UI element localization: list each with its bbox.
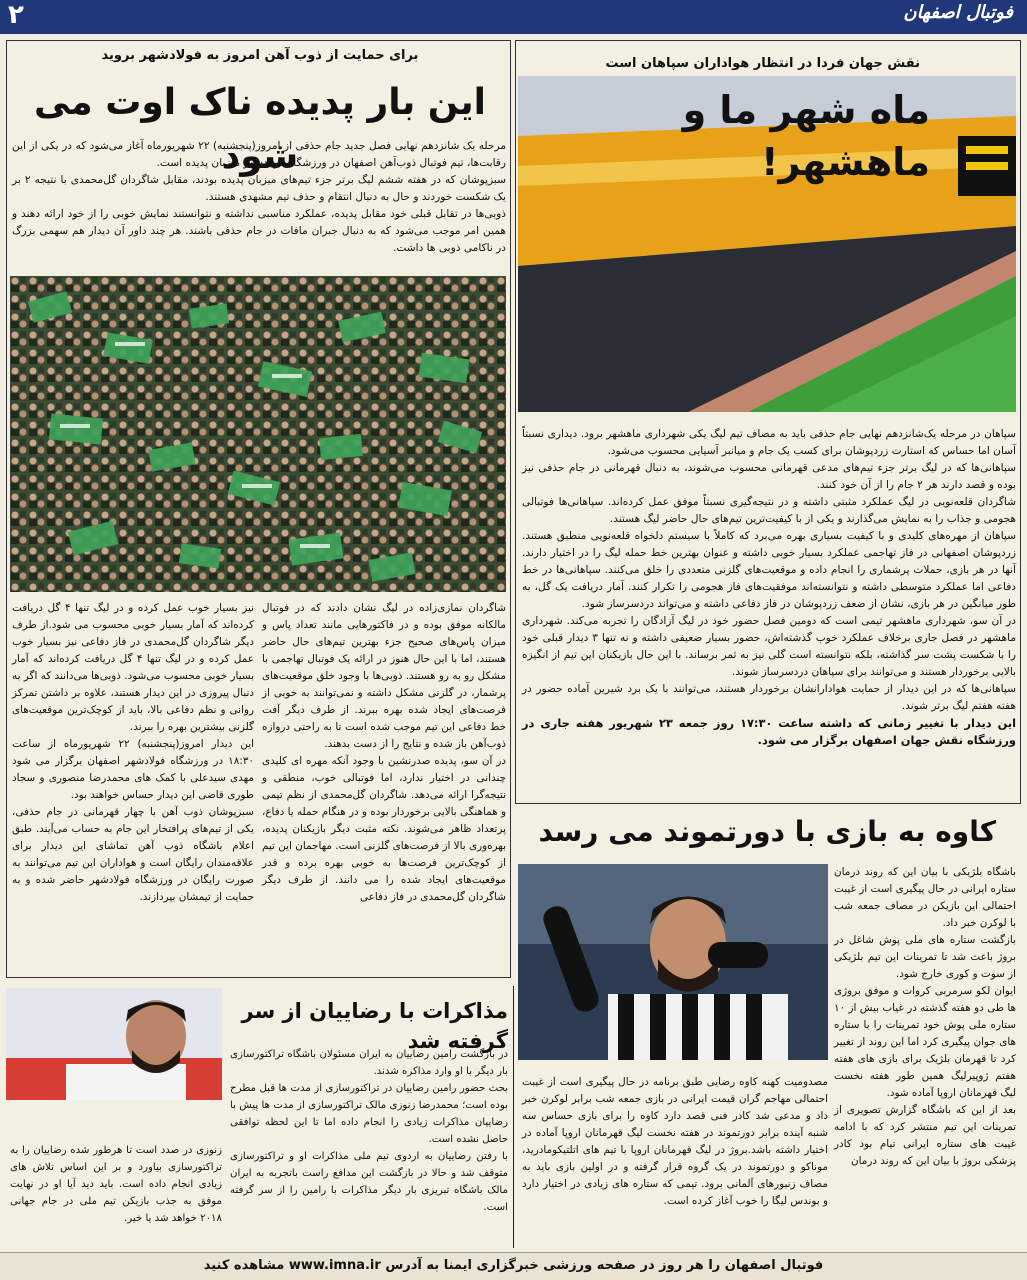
right-body-p4: سپاهان از مهره‌های کلیدی و با کیفیت بسیاری بهره می‌برد که کاملاً با سیستم دلخواه قلعه‌نویی منطبق هستند. زردپوشان اصفهانی در فاز تهاجمی عملکرد بسیار خوبی داشته و عنوان بهترین خط حمله لیگ را در اختیار دارند. آنها در هر بازی، حملات پرشماری را انجام داده و موقعیت‌های گلزنی متعددی را خلق می‌کنند. سپاهانی‌ها در خط دفاعی اما عملکرد متوسطی داشته و نتوانسته‌اند موفقیت‌های فاز هجومی را تکرار کنند. آمار دریافت یک گل، به طور میانگین در هر بازی، نشان از ضعف زردپوشان در فاز دفاعی داشته و می‌تواند دردسرساز شود. <box>522 530 1016 610</box>
left-story-headline: این بار پدیده ناک اوت می شود <box>33 82 487 177</box>
publication-logo: فوتبال اصفهان <box>903 2 1013 23</box>
kaveh-rezaei-photo <box>518 864 828 1060</box>
rezaeian-col-right-p1: در بازگشت رامین رضاییان به ایران مسئولان باشگاه تراکتورسازی بار دیگر با او وارد مذاکره شدند. <box>230 1049 508 1077</box>
left-intro-p3: ذوبی‌ها در تقابل قبلی خود مقابل پدیده، عملکرد مناسبی نداشته و نتوانستند نمایش خوبی را از خود ارائه دهند و همین امر موجب می‌شود که به دنبال جبران مافات در جام حذفی باشند. هر چند داور آن دیدار هم سهمی بزرگ در ناکامی ذوبی ها داشت. <box>12 208 506 254</box>
kaveh-col-left-p1: مصدومیت کهنه کاوه رضایی طبق برنامه در حال پیگیری است از غیبت احتمالی مهاجم گران قیمت ایرانی در بازی جمعه شب برابر لوکرن خبر داد و مدعی شد کادر فنی قصد دارد کاوه را برای بازی حساس سه شنبه آینده برابر دورتموند در هفته نخست لیگ قهرمانان اروپا آماده در اختیار داشته باشد.بروژ در لیگ قهرمانان اروپا با تیم های اتلتیکومادرید، موناکو و دورتموند در یک گروه قرار گرفته و در اولین بازی باید به مصاف زنبورهای آلمانی برود. تیمی که ستاره های زیادی در اختیار دارد و بوندس لیگا را خوب آغاز کرده است. <box>522 1076 828 1207</box>
rezaeian-story-col-left <box>10 1142 222 1227</box>
rezaeian-col-left-p1: زنوزی در صدد است تا هرطور شده رضاییان را به تراکتورسازی بیاورد و بر این اساس تلاش های زیادی انجام داده است. باید دید آیا او در نهایت موفق به جذب بازیکن تیم ملی در جام جهانی ۲۰۱۸ خواهد شد یا خیر. <box>10 1145 222 1224</box>
rezaeian-col-right-p3: با رفتن رضاییان به اردوی تیم ملی مذاکرات او و تراکتورسازی متوقف شد و حالا در بازگشت این مدافع راست باتجربه به ایران مالک باشگاه تبریزی بار دیگر مذاکرات با رامین را از سر گرفته است. <box>230 1151 508 1213</box>
ramin-rezaeian-photo <box>6 988 222 1100</box>
kaveh-story-col-right <box>834 864 1016 1170</box>
kaveh-col-right-p1: باشگاه بلژیکی با بیان این که روند درمان ستاره ایرانی در حال پیگیری است از غیبت احتمالی این بازیکن در مصاف جمعه شب با لوکرن خبر داد. <box>834 866 1016 929</box>
right-body-p6: سپاهانی‌ها که در این دیدار از حمایت هوادارانشان برخوردار هستند، می‌توانند با یک برد شیرین آماده حضور در هفته هفتم لیگ برتر شوند. <box>522 683 1016 712</box>
left-col-left-p2: این دیدار امروز(پنجشنبه) ۲۲ شهریورماه از ساعت ۱۸:۳۰ در ورزشگاه فولادشهر اصفهان برگزار می شود مهدی سیدعلی با کمک های محمدرضا منصوری و سجاد طوری قاضی این دیدار حساس خواهند بود. <box>12 738 254 801</box>
left-story-kicker: برای حمایت از ذوب آهن امروز به فولادشهر بروید <box>101 48 419 63</box>
right-story-headline: ماه شهر ما و ماهشهر! <box>682 88 930 184</box>
kaveh-story-col-left <box>522 1074 828 1210</box>
masthead-bar <box>0 0 1027 34</box>
green-crowd-illustration <box>10 276 506 592</box>
rezaeian-story-headline: مذاکرات با رضاییان از سر گرفته شد <box>241 999 508 1053</box>
left-intro-p2: سبزپوشان که در هفته ششم لیگ برتر جزء تیم‌های میزبان پدیده بودند، مقابل شاگردان گل‌محمدی با نتیجه ۲ بر یک شکست خوردند و حال به دنبال انتقام و حذف تیم مشهدی هستند. <box>12 174 506 203</box>
kaveh-story-headline: کاوه به بازی با دورتموند می رسد <box>538 815 996 848</box>
right-body-p1: سپاهان در مرحله یک‌شانزدهم نهایی جام حذفی باید به مصاف تیم لیگ یکی شهرداری ماهشهر برود. دیداری نسبتاً آسان اما حساس که استارت زردپوشان برای کسب یک جام و میانبر آسیایی محسوب می‌شود. <box>522 428 1016 457</box>
left-story-col-right <box>262 600 506 906</box>
column-divider <box>513 986 514 1248</box>
player-celebration-illustration <box>518 864 828 1060</box>
rezaeian-col-right-p2: بحث حضور رامین رضاییان در تراکتورسازی از مدت ها قبل مطرح بوده است؛ محمدرضا زنوزی مالک تراکتورسازی از مدت ها پیش با رضاییان مذاکرات زیادی را انجام داده اما تا این لحظه توافقی حاصل نشده است. <box>230 1083 508 1145</box>
left-col-left-p3: سبزپوشان ذوب آهن با چهار قهرمانی در جام حذفی، یکی از تیم‌های پرافتخار این جام به حساب می‌آیند. طبق اعلام باشگاه ذوب آهن تماشای این دیدار برای علاقه‌مندان رایگان است و هواداران این تیم می‌توانند به صورت رایگان در ورزشگاه فولادشهر حاضر شده و به حمایت از تیمشان بپردازند. <box>12 806 254 903</box>
right-body-p3: شاگردان قلعه‌نویی در لیگ عملکرد مثبتی داشته و در نتیجه‌گیری نسبتاً موفق عمل کرده‌اند. سپاهانی‌ها فوتبالی هجومی و جذاب را به نمایش می‌گذارند و یکی از با کیفیت‌ترین تیم‌های حال حاضر لیگ هستند. <box>522 496 1016 525</box>
footer-banner: فوتبال اصفهان را هر روز در صفحه ورزشی خبرگزاری ایمنا به آدرس www.imna.ir مشاهده کنید <box>0 1252 1027 1280</box>
right-body-closing: این دیدار با تغییر زمانی که داشته ساعت ۱۷:۳۰ روز جمعه ۲۳ شهریور هفته جاری در ورزشگاه نقش جهان اصفهان برگزار می شود. <box>522 716 1016 747</box>
left-intro-p1: مرحله یک شانزدهم نهایی فصل جدید جام حذفی از امروز(پنجشنبه) ۲۲ شهریورماه آغاز می‌شود که در یکی از این رقابت‌ها، تیم فوتبال ذوب‌آهن اصفهان در ورزشگاه فولادشهر میزبان پدیده است. <box>12 140 506 169</box>
zob-ahan-fans-photo <box>10 276 506 592</box>
left-col-right-p1: شاگردان نمازی‌زاده در لیگ نشان دادند که در فوتبال مالکانه موفق بوده و در فاکتورهایی مانند تعداد پاس و میزان پاس‌های صحیح جزء بهترین تیم‌های حال حاضر هستند، اما با این حال هنوز در ارائه یک فوتبال تهاجمی با مشکل رو به رو هستند. ذوبی‌ها با وجود خلق موقعیت‌های پرشمار، در گلزنی مشکل داشته و نمی‌توانند به خوبی از فرصت‌های ایجاد شده بهره ببرند. از طرف دیگر آفت خط دفاعی این تیم موجب شده است تا به راحتی دروازه ذوب‌آهن باز شده و نتایج را از دست بدهند. <box>262 602 506 750</box>
right-story-kicker: نقش جهان فردا در انتظار هواداران سپاهان است <box>605 56 920 71</box>
left-col-left-p1: نیز بسیار خوب عمل کرده و در لیگ تنها ۴ گل دریافت کرده‌اند که آمار بسیار خوبی محسوب می شود.از طرف دیگر شاگردان گل‌محمدی در فاز دفاعی نیز بسیار خوب عمل کرده و در لیگ تنها ۴ گل دریافت کرده‌اند که آمار بسیار خوبی محسوب می‌شود. ذوبی‌ها می‌دانند که اگر به دنبال پیروزی در این دیدار هستند، علاوه بر داشتن تمرکز روانی و نظم دفاعی بالا، باید از کوچک‌ترین موقعیت‌های گلزنی بیشترین بهره را ببرند. <box>12 602 254 733</box>
right-body-p2: سپاهانی‌ها که در لیگ برتر جزء تیم‌های مدعی قهرمانی محسوب می‌شوند، به دنبال قهرمانی در جام حذفی نیز بوده و قصد دارند هر ۲ جام را از آن خود کنند. <box>522 462 1016 491</box>
left-col-right-p2: در آن سو، پدیده صدرنشین با وجود آنکه مهره ای کلیدی چندانی در اختیار ندارد، اما فوتبالی خوب، منطقی و نتیجه‌گرا ارائه می‌دهد. شاگردان گل‌محمدی از نظم تیمی و هماهنگی بالایی برخوردار بوده و در هنگام حمله یا دفاع، پرتعداد ظاهر می‌شوند. نکته مثبت دیگر بازیکنان پدیده، بهره‌وری بالا از فرصت‌های گلزنی است. مهاجمان این تیم از کوچک‌ترین فرصت‌ها به خوبی بهره برده و قدر موقعیت‌های ایجاد شده را می دانند. از طرف دیگر شاگردان گل‌محمدی در فاز دفاعی <box>262 755 506 903</box>
page-number: ۲ <box>8 0 24 30</box>
right-story-body <box>522 426 1016 749</box>
kaveh-col-right-p2: بازگشت ستاره های ملی پوش شاغل در بروژ باعث شد تا تمرینات این تیم بلژیکی از سوت و کوری خارج شود. <box>834 934 1016 980</box>
left-story-intro <box>12 138 506 257</box>
rezaeian-story-col-right <box>230 1046 508 1216</box>
right-body-p5: در آن سو، شهرداری ماهشهر تیمی است که دومین فصل حضور خود در لیگ آزادگان را تجربه می‌کند. شهرداری ماهشهر در فصل جاری برخلاف عملکرد خوب گذشته‌اش، حضور بسیار ضعیفی داشته و نه تنها ۳ دیدار قبلی خود را با شکست پشت سر گذاشته، بلکه نتوانسته است گلی نیز به ثمر برساند. با این حال بازیکنان این تیم از انگیزه بالایی برخوردار هستند و می‌توانند برای سپاهان دردسرساز شوند. <box>522 615 1017 678</box>
player-portrait-illustration <box>6 988 222 1100</box>
left-story-col-left <box>12 600 254 906</box>
kaveh-col-right-p4: بعد از این که باشگاه گزارش تصویری از تمرینات این تیم منتشر کرد که با ادامه غیبت های ستاره ایرانی تیام بود کادر پزشکی بروژ با بیان این که روند درمان <box>834 1104 1016 1167</box>
kaveh-col-right-p3: ایوان لکو سرمربی کروات و موفق بروژی ها طی دو هفته گذشته در غیاب بیش از ۱۰ ستاره ملی پوش خود تمرینات را با ستاره های جوان پیگیری کرد اما این روند از تغییر کرد تا قهرمان بلژیک برای بازی های هفته هفتم ژوپیرلیگ همین طور هفته نخست لیگ قهرمانان اروپا آماده شود. <box>834 985 1016 1099</box>
